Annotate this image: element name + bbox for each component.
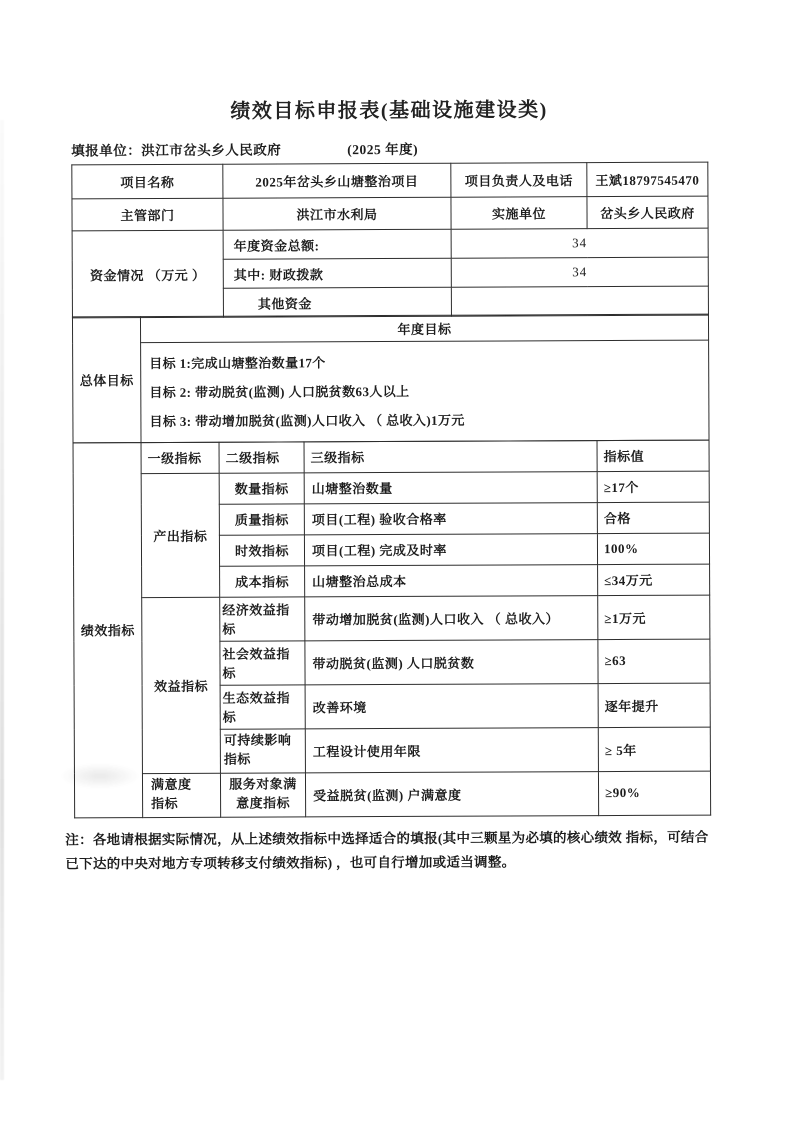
value-social: ≥63	[598, 639, 710, 683]
fiscal-year: (2025 年度)	[347, 141, 419, 158]
overall-goals-label: 总体目标	[72, 317, 141, 443]
table-row	[73, 341, 709, 444]
overall-goals-table	[72, 314, 710, 444]
page-title: 绩效目标申报表(基础设施建设类)	[230, 99, 548, 123]
project-manager-value: 王斌18797545470	[587, 162, 708, 197]
funding-other-label: 其他资金	[223, 287, 451, 317]
table-row	[74, 595, 710, 642]
goal-item-1: 目标 1:完成山塘整治数量17个	[149, 355, 326, 372]
value-cost: ≤34万元	[598, 564, 710, 595]
dept-value: 洪江市水利局	[223, 197, 451, 230]
project-name-label: 项目名称	[72, 164, 223, 199]
level2-quality: 质量指标	[219, 504, 304, 535]
level2-satisfaction: 服务对象满意度指标	[220, 773, 305, 817]
level2-timeliness: 时效指标	[219, 535, 304, 566]
level3-social: 带动脱贫(监测) 人口脱贫数	[305, 639, 598, 684]
goals-list	[147, 343, 702, 440]
level2-cost: 成本指标	[220, 566, 305, 597]
header-value: 指标值	[597, 440, 709, 471]
project-name-value: 2025年岔头乡山塘整治项目	[223, 163, 451, 198]
level3-timeliness: 项目(工程) 完成及时率	[304, 533, 597, 565]
impl-unit-label: 实施单位	[451, 197, 587, 230]
level3-economic: 带动增加脱贫(监测)人口收入 （ 总收入）	[305, 595, 598, 640]
table-row	[73, 440, 709, 474]
level2-sustainability: 可持续影响指标	[220, 729, 305, 773]
table-row	[72, 228, 708, 260]
header-level2: 二级指标	[219, 442, 304, 473]
funding-section-label: 资金情况 （万元 ）	[72, 230, 223, 318]
header-level3: 三级指标	[304, 440, 597, 472]
goal-item-2: 目标 2: 带动脱贫(监测) 人口脱贫数63人以上	[149, 384, 410, 401]
dept-label: 主管部门	[72, 198, 223, 231]
level2-economic: 经济效益指标	[220, 597, 305, 641]
footnote: 注：各地请根据实际情况，从上述绩效指标中选择适合的填报(其中三颗星为必填的核心绩效 指标，可结合已下达的中央对地方专项转移支付绩效指标) ，也可自行增加或适当调整。	[65, 829, 709, 872]
value-quantity: ≥17个	[597, 471, 709, 502]
table-row	[73, 471, 709, 505]
value-timeliness: 100%	[597, 533, 709, 564]
value-ecological: 逐年提升	[598, 683, 710, 727]
filled-by-value: 洪江市岔头乡人民政府	[141, 142, 282, 159]
value-economic: ≥1万元	[598, 595, 710, 639]
funding-fiscal-value: 34	[451, 257, 708, 287]
goal-item-3: 目标 3: 带动增加脱贫(监测)人口收入 （ 总收入)1万元	[149, 413, 465, 430]
annual-goals-cell	[141, 341, 709, 443]
funding-total-value: 34	[451, 228, 708, 258]
funding-other-value	[451, 286, 708, 316]
table-row	[72, 315, 708, 344]
level3-sustainability: 工程设计使用年限	[305, 727, 598, 772]
header-level1: 一级指标	[141, 442, 219, 473]
level3-cost: 山塘整治总成本	[305, 564, 598, 596]
level3-quality: 项目(工程) 验收合格率	[304, 502, 597, 534]
level1-output-label: 产出指标	[141, 473, 220, 597]
level1-satisfaction-label: 满意度指标	[142, 773, 220, 817]
impl-unit-value: 岔头乡人民政府	[587, 196, 708, 229]
filled-by-line	[71, 137, 707, 160]
level1-benefit-label: 效益指标	[142, 597, 221, 773]
scan-edge-artifact	[0, 120, 4, 1080]
indicators-table	[73, 439, 712, 818]
table-row	[72, 162, 708, 199]
funding-fiscal-label: 其中: 财政拨款	[223, 258, 451, 288]
project-manager-label: 项目负责人及电话	[451, 163, 587, 198]
level3-quantity: 山塘整治数量	[304, 471, 597, 503]
funding-total-label: 年度资金总额:	[223, 229, 451, 259]
value-sustainability: ≥ 5年	[598, 727, 710, 771]
value-satisfaction: ≥90%	[598, 771, 710, 815]
table-row	[72, 196, 708, 231]
level2-quantity: 数量指标	[219, 473, 304, 504]
indicators-section-label: 绩效指标	[73, 442, 143, 817]
filled-by-label: 填报单位：	[71, 143, 142, 159]
form-content	[65, 93, 710, 877]
level3-satisfaction: 受益脱贫(监测) 户满意度	[305, 771, 598, 816]
project-info-table	[71, 162, 709, 319]
level2-ecological: 生态效益指标	[220, 685, 305, 729]
value-quality: 合格	[597, 502, 709, 533]
table-row	[74, 771, 710, 818]
level2-social: 社会效益指标	[220, 641, 305, 685]
level3-ecological: 改善环境	[305, 683, 598, 728]
annual-goal-header: 年度目标	[140, 315, 708, 343]
